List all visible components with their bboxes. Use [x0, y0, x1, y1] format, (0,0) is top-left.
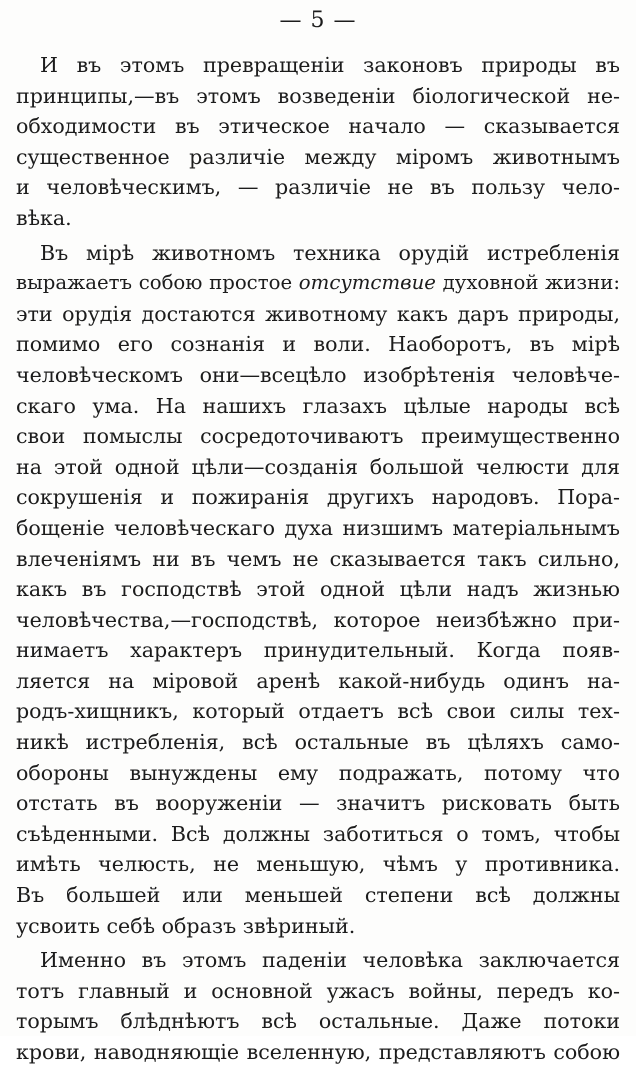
text-line: обходимости въ этическое начало — сказывается: [16, 114, 620, 139]
text-line: сокрушенiя и пожиранiя другихъ народовъ. Пора-: [16, 485, 620, 510]
text-line: Въ мiрѣ животномъ техника орудiй истребленiя: [40, 240, 620, 265]
text-line: съѣденными. Всѣ должны заботиться о томъ, чтобы: [16, 821, 620, 846]
text-line: торымъ блѣднѣютъ всѣ остальные. Даже потоки: [16, 1009, 620, 1034]
text-line: обороны вынуждены ему подражать, потому что: [16, 760, 620, 785]
text-line: свои помыслы сосредоточиваютъ преимущественно: [16, 424, 620, 449]
text-line: помимо его сознанiя и воли. Наоборотъ, въ мiрѣ: [16, 332, 620, 357]
text-segment: духовной жизни:: [442, 271, 620, 295]
text-line: Именно въ этомъ паденiи человѣка заключается: [40, 948, 620, 973]
text-line: имѣть челюсть, не меньшую, чѣмъ у противника.: [16, 852, 620, 877]
text-line: нимаетъ характеръ принудительный. Когда появ-: [16, 638, 620, 663]
text-line: бощенiе человѣческаго духа низшимъ матерiальнымъ: [16, 515, 620, 540]
paragraph-2: [16, 238, 620, 942]
text-line: на этой одной цѣли—созданiя большой челюсти для: [16, 454, 620, 479]
paragraph-1: [16, 50, 620, 234]
text-line: принципы,—въ этомъ возведенiи бiологической не-: [16, 83, 620, 108]
text-line: И въ этомъ превращенiи законовъ природы въ: [40, 53, 620, 77]
text-line: эти орудiя достаются животному какъ даръ природы,: [16, 301, 620, 326]
text-line: усвоить себѣ образъ звѣриный.: [16, 913, 356, 938]
text-line: крови, наводняющiе вселенную, представляютъ собою: [16, 1040, 620, 1064]
text-line: и человѣческимъ, — различiе не въ пользу чело-: [16, 175, 620, 200]
text-line: Въ большей или меньшей степени всѣ должны: [16, 883, 620, 908]
text-line: ляется на мiровой аренѣ какой-нибудь одинъ на-: [16, 668, 620, 693]
italic-word: отсутствие: [298, 271, 436, 295]
text-line: никѣ истребленiя, всѣ остальные въ цѣляхъ само-: [16, 730, 620, 755]
text-line: влеченiямъ ни въ чемъ не сказывается такъ сильно,: [16, 546, 620, 571]
paragraph-3: [16, 945, 620, 1067]
text-line: существенное различiе между мiромъ животнымъ: [16, 144, 620, 169]
text-line: тотъ главный и основной ужасъ войны, передъ ко-: [16, 978, 620, 1003]
body-text: [16, 50, 620, 1068]
text-line: отстать въ вооруженiи — значитъ рисковать быть: [16, 791, 620, 816]
text-line-with-italic: [16, 268, 620, 299]
text-line: человѣчества,—господствѣ, которое неизбѣжно при-: [16, 607, 620, 632]
text-line: скаго ума. На нашихъ глазахъ цѣлые народы всѣ: [16, 393, 620, 418]
text-segment: выражаетъ собою простое: [16, 271, 293, 295]
page-number: — 5 —: [279, 8, 357, 33]
text-line: родъ-хищникъ, который отдаетъ всѣ свои силы тех-: [16, 699, 620, 724]
text-line: какъ въ господствѣ этой одной цѣли надъ жизнью: [16, 577, 620, 602]
text-line: вѣка.: [16, 205, 72, 230]
text-line: человѣческомъ они—всецѣло изобрѣтенiя человѣче-: [16, 362, 620, 387]
